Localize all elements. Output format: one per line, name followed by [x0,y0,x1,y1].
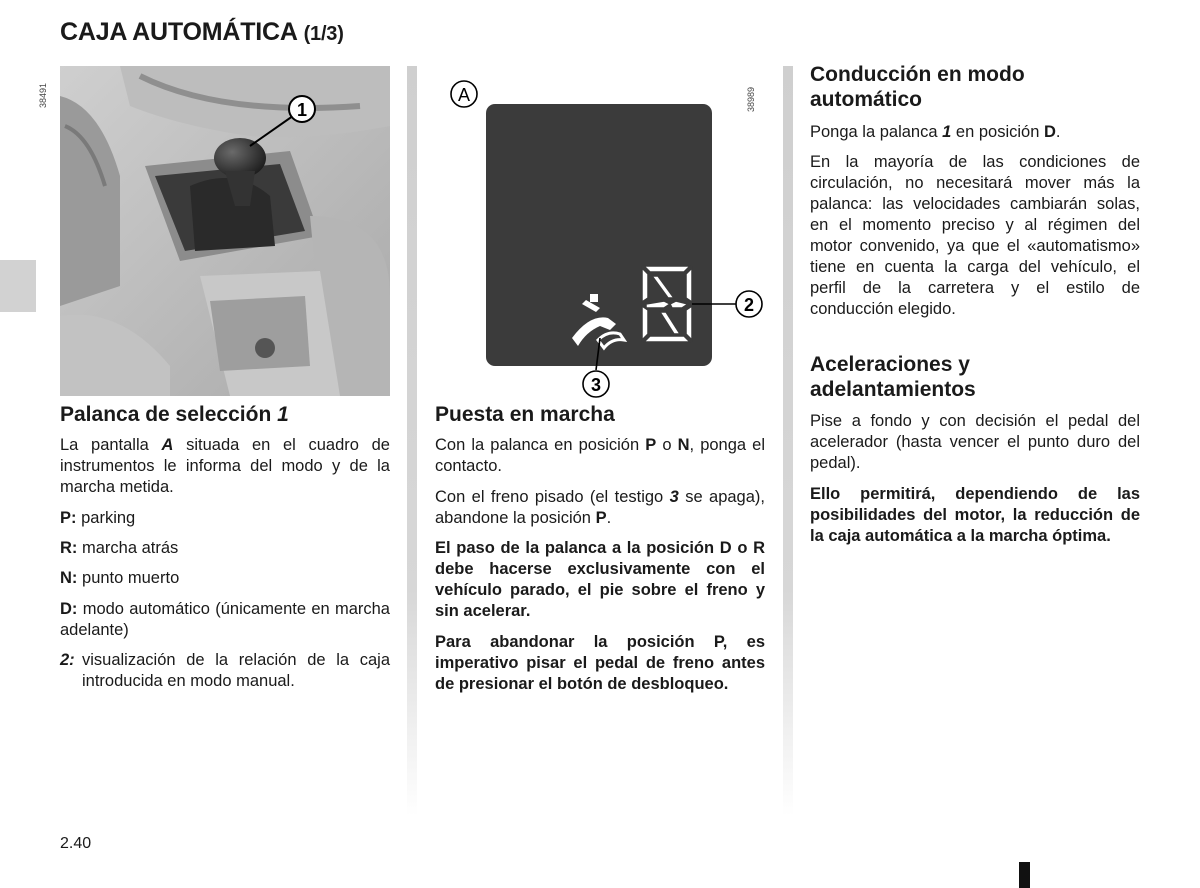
position-p: P [645,436,657,454]
chapter-tab [0,260,36,312]
item-text: marcha atrás [82,539,179,557]
figure-ref-code: 38491 [38,82,48,108]
note-item-2 [60,650,390,692]
intro-ref-a: A [161,436,174,454]
text: . [606,509,612,527]
gear-lever-illustration [60,66,390,396]
text: Ponga la palanca [810,123,938,141]
page-title [60,18,344,47]
list-item-r [60,538,390,559]
page-number: 2.40 [60,835,92,852]
figure-ref-code-display: 38989 [746,86,756,112]
position-d: D [1043,123,1056,141]
text: Con el freno pisado (el testigo [435,488,664,506]
ref-3: 3 [669,488,679,506]
heading-text: Palanca de selección [60,403,272,426]
ref-1: 1 [942,123,952,141]
list-item-d [60,599,390,641]
label-a: A [457,85,471,105]
list-item-n [60,568,390,589]
start-paragraph-2 [435,487,765,529]
page-title-suffix: (1/3) [303,23,344,45]
warning-paragraph-1: El paso de la palanca a la posición D o R debe hacerse exclusivamente con el vehículo parado, el pie sobre el freno y sin acelerar. [435,539,765,620]
text: o [662,436,672,454]
section-heading-lever [60,402,289,427]
intro-text-continued: situada en el cuadro de instrumentos le informa del modo y de la marcha metida. [60,436,390,496]
section-heading-auto-mode: Conducción en modo automático [810,63,1025,111]
text: . [1055,123,1061,141]
page-edge-marker [1019,862,1030,888]
intro-text: La pantalla [60,436,149,454]
item-text: parking [81,509,136,527]
section-heading-acceleration: Aceleraciones y adelantamientos [810,353,976,401]
item-key: P: [60,509,77,527]
lever-intro-paragraph [60,435,390,498]
position-p: P [595,509,607,527]
gear-lever-photo [38,66,390,396]
list-item-p [60,508,390,529]
item-text: modo automático (únicamente en marcha adelante) [60,600,390,639]
start-paragraph-1 [435,435,765,477]
column-divider-left [407,66,417,816]
text: se apaga), abandone la posición [435,488,765,527]
note-text: visualización de la relación de la caja introducida en modo manual. [82,651,390,690]
item-key: N: [60,569,78,587]
acceleration-paragraph: Pise a fondo y con decisión el pedal del acelerador (hasta vencer el punto duro del pedal). [810,412,1140,472]
callout-1: 1 [296,100,308,120]
note-key: 2: [60,651,75,669]
auto-paragraph-1 [810,122,1140,143]
auto-paragraph-2: En la mayoría de las condiciones de circulación, no necesitará mover más la palanca: las velocidades cambiarán solas, en el momento preciso y al régimen del motor convenido, ya que el «automatismo» tiene en cuenta la carga del vehículo, el perfil de la carretera y el estilo de conducción elegido. [810,153,1140,318]
callout-3: 3 [590,375,602,395]
heading-ref-number: 1 [277,403,289,426]
position-n: N [677,436,690,454]
text: , ponga el contacto. [435,436,766,475]
section-heading-start: Puesta en marcha [435,403,615,426]
instrument-display-figure [440,68,770,398]
text: Con la palanca en posición [435,436,640,454]
item-key: R: [60,539,78,557]
page-title-main: CAJA AUTOMÁTICA [60,18,297,46]
acceleration-warning: Ello permitirá, dependiendo de las posibilidades del motor, la reducción de la caja automática a la marcha óptima. [810,485,1140,545]
item-text: punto muerto [82,569,180,587]
display-illustration [440,68,770,398]
warning-paragraph-2: Para abandonar la posición P, es imperativo pisar el pedal de freno antes de presionar el botón de desbloqueo. [435,633,765,693]
column-divider-right [783,66,793,816]
callout-2: 2 [743,295,755,315]
item-key: D: [60,600,78,618]
text: en posición [955,123,1040,141]
